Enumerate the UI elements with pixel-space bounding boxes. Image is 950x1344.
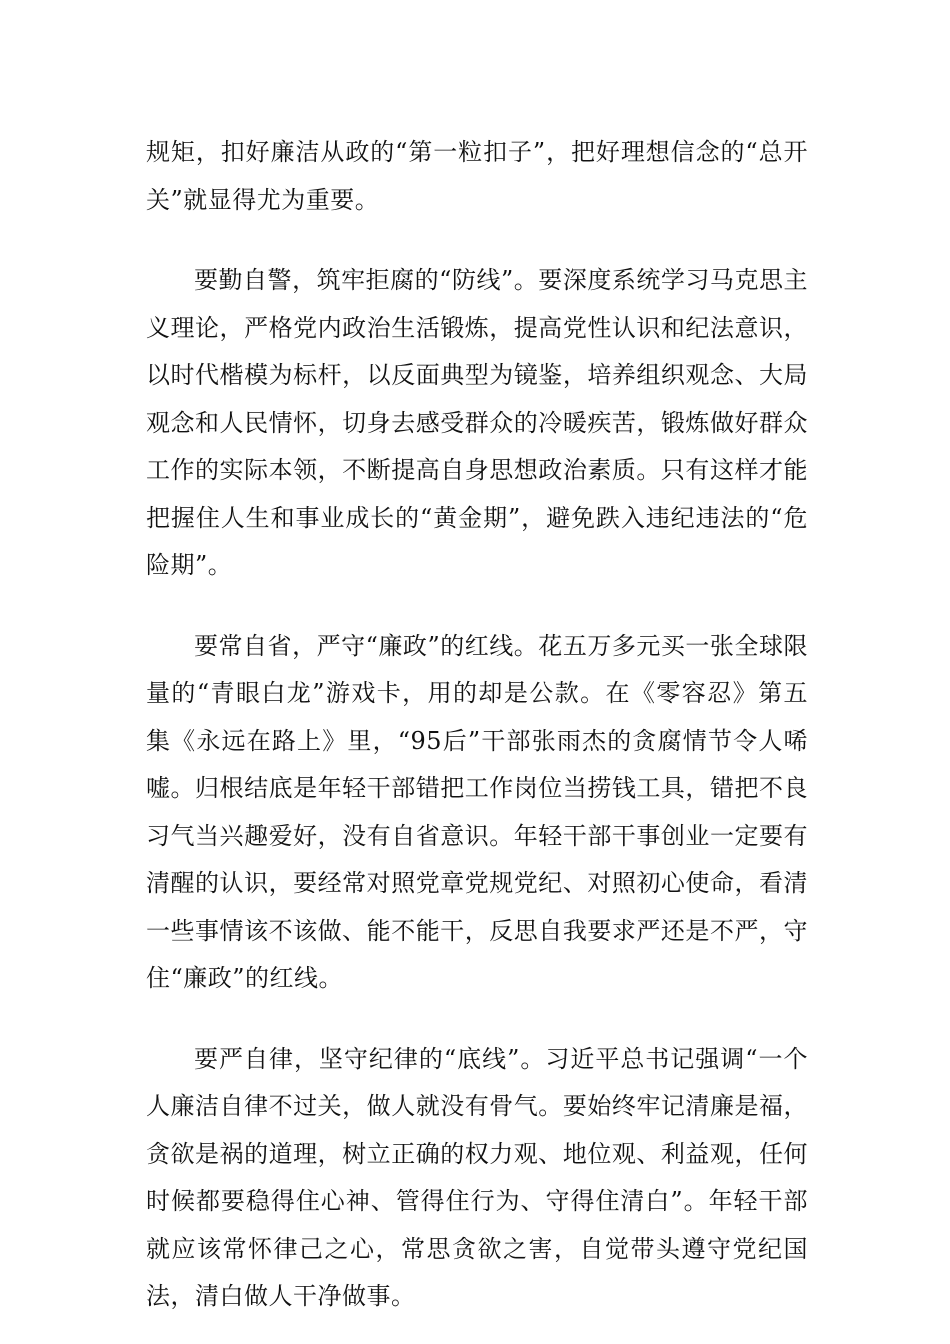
paragraph-self-discipline: 要严自律，坚守纪律的“底线”。习近平总书记强调“一个人廉洁自律不过关，做人就没有骨气。要始终牢记清廉是福，贪欲是祸的道理，树立正确的权力观、地位观、利益观，任何时候都要稳得住心神、管得住行为、守得住清白”。年轻干部就应该常怀律己之心，常思贪欲之害，自觉带头遵守党纪国法，清白做人干净做事。 <box>146 1044 808 1310</box>
paragraph-self-alert: 要勤自警，筑牢拒腐的“防线”。要深度系统学习马克思主义理论，严格党内政治生活锻炼，提高党性认识和纪法意识，以时代楷模为标杆，以反面典型为镜鉴，培养组织观念、大局观念和人民情怀，切身去感受群众的冷暖疾苦，锻炼做好群众工作的实际本领，不断提高自身思想政治素质。只有这样才能把握住人生和事业成长的“黄金期”，避免跌入违纪违法的“危险期”。 <box>146 266 808 579</box>
paragraph-self-reflection: 要常自省，严守“廉政”的红线。花五万多元买一张全球限量的“青眼白龙”游戏卡，用的却是公款。在《零容忍》第五集《永远在路上》里，“95后”干部张雨杰的贪腐情节令人唏嘘。归根结底是年轻干部错把工作岗位当捞钱工具，错把不良习气当兴趣爱好，没有自省意识。年轻干部干事创业一定要有清醒的认识，要经常对照党章党规党纪、对照初心使命，看清一些事情该不该做、能不能干，反思自我要求严还是不严，守住“廉政”的红线。 <box>146 631 808 992</box>
document-body <box>146 129 808 1321</box>
paragraph-continuation: 规矩，扣好廉洁从政的“第一粒扣子”，把好理想信念的“总开关”就显得尤为重要。 <box>146 138 808 214</box>
